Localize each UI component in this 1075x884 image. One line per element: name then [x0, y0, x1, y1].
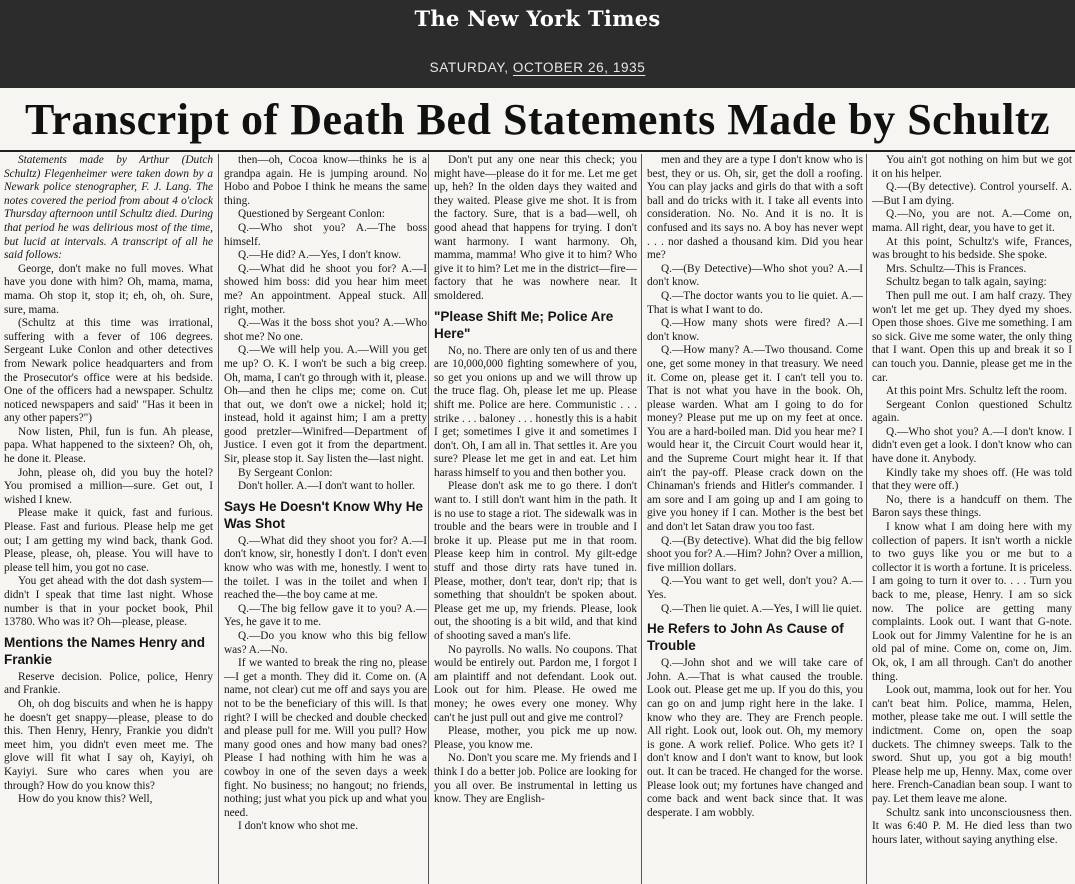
masthead-logo[interactable]: The New York Times	[414, 6, 661, 31]
article-column-5	[866, 154, 1072, 884]
article-subhead: "Please Shift Me; Police Are Here"	[434, 308, 614, 341]
article-paragraph: Q.—Who shot you? A.—I don't know. I didn't even get a look. I don't know who can have done it. Anybody.	[872, 425, 1072, 466]
article-paragraph: Q.—The big fellow gave it to you? A.—Yes, he gave it to me.	[224, 602, 427, 629]
article-paragraph: Q.—(By detective). Control yourself. A.—But I am dying.	[872, 181, 1072, 207]
article-paragraph: men and they are a type I don't know who is best, they or us. Oh, sir, get the doll a roofing. You can play jacks and girls do that with a soft ball and do tricks with it. I take all events into consideration. No. No. And it is no. It is confused and its says no. A boy has never wept . . . nor dashed a thousand kim. Did you hear me?	[647, 154, 863, 262]
article-paragraph: No, there is a handcuff on them. The Baron says these things.	[872, 493, 1072, 520]
date-link[interactable]: OCTOBER 26, 1935	[512, 60, 646, 75]
article-paragraph: Don't holler. A.—I don't want to holler.	[238, 480, 415, 493]
article-paragraph: Q.—You want to get well, don't you? A.—Yes.	[647, 575, 863, 601]
article-paragraph: No payrolls. No walls. No coupons. That would be entirely out. Pardon me, I forgot I am plaintiff and not defendant. Look out. Look out for him. Please. He owed me money; he owes every one money. Why can't he just pull out and give me control?	[434, 643, 637, 724]
article-paragraph: George, don't make no full moves. What have you done with him? Oh, mama, mama, mama. Oh stop it, stop it; eh, oh, oh. Sure, sure, mama.	[4, 262, 213, 316]
article-paragraph: Look out, mamma, look out for her. You can't beat him. Police, mamma, Helen, mother, please take me out. I will settle the indictment. Come on, open the soap duckets. The chimney sweeps. Talk to the sword. Shut up, you got a big mouth! Please help me up, Henny. Max, come over here. French-Canadian bean soup. I want to pay. Let them leave me alone.	[872, 684, 1072, 805]
article-paragraph: Please, mother, you pick me up now. Please, you know me.	[434, 725, 637, 751]
article-paragraph: then—oh, Cocoa know—thinks he is a grandpa again. He is jumping around. No Hobo and Poboe I think he means the same thing.	[224, 154, 427, 207]
article-paragraph: Q.—Do you know who this big fellow was? A.—No.	[224, 630, 427, 656]
article-paragraph: Q.—(By detective). What did the big fellow shoot you for? A.—Him? John? Over a million, five million dollars.	[647, 534, 863, 574]
article-subhead: Says He Doesn't Know Why He Was Shot	[224, 498, 423, 531]
article-paragraph: Sergeant Conlon questioned Schultz again.	[872, 398, 1072, 425]
article-paragraph: Now listen, Phil, fun is fun. Ah please, papa. What happened to the sixteen? Oh, oh, he done it. Please.	[4, 425, 213, 466]
article-paragraph: Don't put any one near this check; you might have—please do it for me. Let me get up, heh? In the olden days they waited and they waited. Please give me shot. It is from the factory. Sure, that is a bad—well, oh good ahead that happens for trying. I don't want harmony. I want harmony. Oh, mamma, mamma! Who give it to him? Who give it to him? Let me in the district—fire—factory that he was nowhere near. It smoldered.	[434, 154, 637, 302]
headline-rule	[0, 150, 1075, 152]
article-paragraph: Q.—What did they shoot you for? A.—I don't know, sir, honestly I don't. I don't even know who was with me, honestly. I went to the toilet. I was in the toilet and when I reached the—the boy came at me.	[224, 534, 427, 602]
article-subhead: Mentions the Names Henry and Frankie	[4, 634, 206, 667]
article-paragraph: You ain't got nothing on him but we got it on his helper.	[872, 154, 1072, 180]
article-paragraph: How do you know this? Well,	[18, 793, 153, 806]
article-paragraph: Q.—The doctor wants you to lie quiet. A.—That is what I want to do.	[647, 289, 863, 316]
article-paragraph: By Sergeant Conlon:	[238, 466, 333, 479]
article-paragraph: Q.—Then lie quiet. A.—Yes, I will lie quiet.	[661, 602, 862, 615]
article-paragraph: Oh, oh dog biscuits and when he is happy he doesn't get snappy—please, please to do this. Then Henry, Henry, Frankie you didn't meet him, you didn't even meet me. The glove will fit what I say oh, Kayiyi, oh Kayiyi. Sure who cares when you are through? How do you know this?	[4, 697, 213, 792]
article-paragraph: Q.—Who shot you? A.—The boss himself.	[224, 221, 427, 248]
article-paragraph: No, no. There are only ten of us and there are 10,000,000 fighting somewhere of you, so get you onions up and we will throw up the truce flag. Oh, please let me up. Please shift me. Police are here. Communistic . . . strike . . . baloney . . . honestly this is a habit I get; sometimes I give it and sometimes I don't. Oh, I am all in. That settles it. Are you sure? Please let me get in and eat. Let him harass himself to you and then bother you.	[434, 344, 637, 479]
dateline	[0, 60, 1075, 75]
article-paragraph: If we wanted to break the ring no, please—I get a month. They did it. Come on. (A name, not clear) cut me off and says you are not to be the beneficiary of this will. Is that right? I will be checked and double checked and please pull for me. Will you pull? How many good ones and how many bad ones? Please I had nothing with him he was a cowboy in one of the seven days a week fight. No business; no hangout; no friends, nothing; just what you pick up and what you need.	[224, 657, 427, 819]
article-paragraph: Please make it quick, fast and furious. Please. Fast and furious. Please help me get out; I am getting my wind back, thank God. Please, please, oh, please. You will have to please tell him, you got no case.	[4, 507, 213, 574]
article-paragraph: At this point Mrs. Schultz left the room.	[886, 385, 1068, 398]
article-paragraph: Schultz began to talk again, saying:	[886, 276, 1047, 289]
article-paragraph: I know what I am doing here with my collection of papers. It isn't worth a nickle to two guys like you or me but to a collector it is worth a fortune. It is priceless. I am going to turn it over to. . . . Turn you back to me, please, Henry. I am so sick now. The police are getting many complaints. Look out. I want that G-note. Look out for Jimmy Valentine for he is an old pal of mine. Come on, come on, Jim. Ok, ok, I am all through. Can't do another thing.	[872, 521, 1072, 683]
article-column-3	[428, 154, 637, 884]
article-paragraph: Questioned by Sergeant Conlon:	[238, 208, 385, 221]
article-paragraph: You get ahead with the dot dash system—didn't I speak that time last night. Whose number is that in your pocket book, Phil 13780. Who was it? Oh—please, please.	[4, 575, 213, 629]
article-paragraph: Then pull me out. I am half crazy. They won't let me get up. They dyed my shoes. Open those shoes. Give me something. I am so sick. Give me some water, the only thing that I want. Open this up and break it so I can touch you. Dannie, please get me in the car.	[872, 289, 1072, 384]
article-paragraph: Q.—(By Detective)—Who shot you? A.—I don't know.	[647, 262, 863, 289]
article-paragraph: Schultz sank into unconsciousness then. It was 6:40 P. M. He died less than two hours later, without saying anything else.	[872, 806, 1072, 846]
article-paragraph: Q.—We will help you. A.—Will you get me up? O. K. I won't be such a big creep. Oh, mama, I can't go through with it, please. Oh—and then he clips me; come on. Cut that out, we don't owe a nickel; hold it; instead, hold it against him; I am a pretty good pretzler—Winifred—Department of Justice. I even got it from the department. Sir, please stop it. Say listen the—last night.	[224, 344, 427, 466]
article-paragraph: Statements made by Arthur (Dutch Schultz) Flegenheimer were taken down by a Newark police stenographer, F. J. Lang. The notes covered the period from about 4 o'clock Thursday afternoon until Schultz died. During that period he was delirious most of the time, but lucid at intervals. A transcript of all he said follows:	[4, 154, 213, 262]
article-subhead: He Refers to John As Cause of Trouble	[647, 621, 844, 654]
article-column-2	[218, 154, 427, 884]
article-paragraph: Kindly take my shoes off. (He was told that they were off.)	[872, 466, 1072, 493]
article-paragraph: Q.—John shot and we will take care of John. A.—That is what caused the trouble. Look out. Please get me up. If you do this, you can go on and jump right here in the lake. I know who they are. They are French people. All right. Look out, look out. Oh, my memory is gone. A work relief. Police. Who gets it? I don't know and I don't want to know, but look out. It can be traced. He changed for the worse. Please look out; my fortunes have changed and come back and went back since that. It was desperate. I am wobbly.	[647, 657, 863, 819]
article-paragraph: Q.—How many? A.—Two thousand. Come one, get some money in that treasury. We need it. Come on, please get it. I can't tell you to. That is not what you have in the book. Oh, please warden. What am I going to do for money? Please put me up on my feet at once. You are a hard-boiled man. Did you hear me? I would hear it, the Circuit Court would hear it, and the Supreme Court might hear it. If that ain't the pay-off. Please crack down on the Chinaman's friends and Hitler's commander. I am sore and I am going up and I am going to give you honey if I can. Mother is the best bet and don't let Satan draw you too fast.	[647, 344, 863, 534]
article-paragraph: Reserve decision. Police, police, Henry and Frankie.	[4, 670, 213, 697]
article-paragraph: At this point, Schultz's wife, Frances, was brought to his bedside. She spoke.	[872, 235, 1072, 262]
article-paragraph: Mrs. Schultz—This is Frances.	[886, 262, 1027, 275]
article-paragraph: Q.—No, you are not. A.—Come on, mama. All right, dear, you have to get it.	[872, 208, 1072, 234]
article-column-4	[641, 154, 863, 884]
article-paragraph: John, please oh, did you buy the hotel? You promised a million—sure. Get out, I wished I knew.	[4, 466, 213, 506]
newspaper-page	[0, 88, 1075, 884]
article-paragraph: Q.—What did he shoot you for? A.—I showed him boss: did you hear him meet me? An appointment. Appeal stuck. All right, mother.	[224, 262, 427, 316]
article-column-1	[4, 154, 213, 884]
article-paragraph: (Schultz at this time was irrational, suffering with a fever of 106 degrees. Sergeant Luke Conlon and other detectives from Newark police headquarters and from the Prosecutor's office were at his bedside. One of the officers had a newspaper. Schultz noticed newspapers and said' "Has it been in any other papers?")	[4, 317, 213, 425]
dateline-day: SATURDAY,	[429, 60, 509, 75]
article-paragraph: Q.—He did? A.—Yes, I don't know.	[238, 249, 402, 262]
top-bar	[0, 0, 1075, 88]
article-paragraph: Q.—Was it the boss shot you? A.—Who shot me? No one.	[224, 317, 427, 343]
article-paragraph: No. Don't you scare me. My friends and I think I do a better job. Police are looking for you all over. Be instrumental in letting us know. They are English-	[434, 752, 637, 806]
article-paragraph: Please don't ask me to go there. I don't want to. I still don't want him in the path. It is no use to stage a riot. The sidewalk was in trouble and the bears were in trouble and I broke it up. Please put me in that room. Please keep him in control. My gilt-edge stuff and those dirty rats have tuned in. Please, mother, don't tear, don't rip; that is something that shouldn't be spoken about. Please get me up, my friends. Please, look out, the shooting is a bit wild, and that kind of shooting saved a man's life.	[434, 480, 637, 642]
article-paragraph: Q.—How many shots were fired? A.—I don't know.	[647, 317, 863, 343]
article-paragraph: I don't know who shot me.	[238, 820, 359, 833]
article-headline: Transcript of Death Bed Statements Made by Schultz	[24, 95, 1051, 144]
